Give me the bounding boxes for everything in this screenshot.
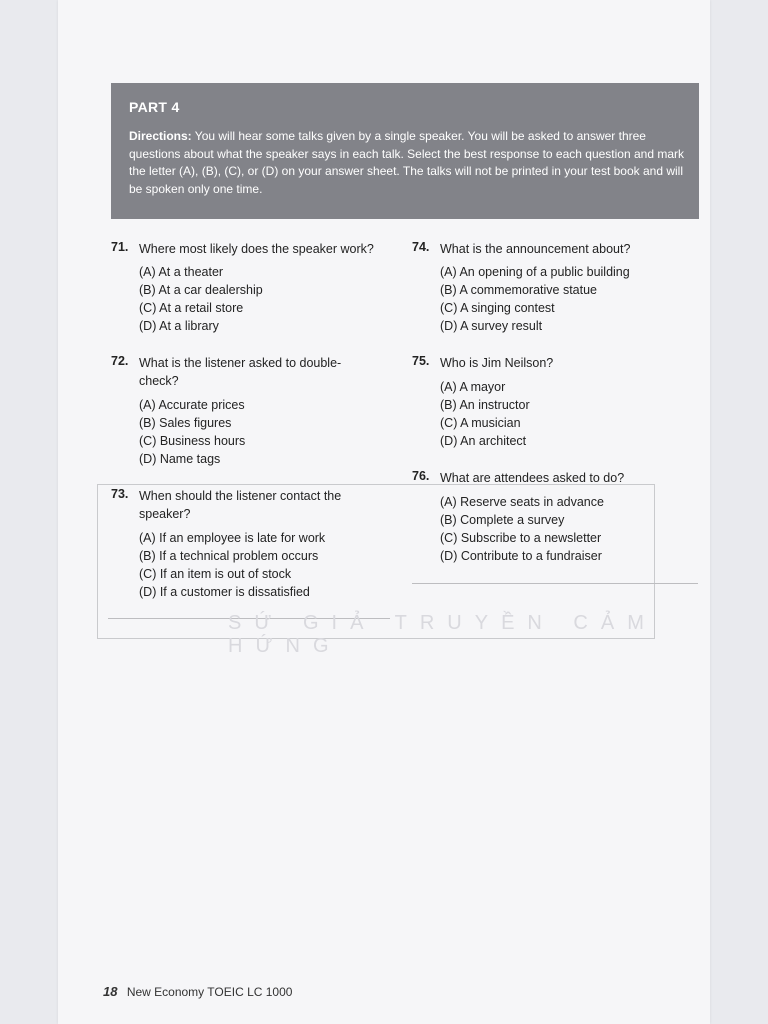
option-a[interactable]: (A) A mayor xyxy=(440,380,506,394)
question-number: 72. xyxy=(111,354,129,368)
option-a[interactable]: (A) At a theater xyxy=(139,265,224,279)
question-75 xyxy=(412,354,702,454)
watermark: SỨ GIẢ TRUYỀN CẢM HỨNG xyxy=(228,612,657,657)
option-a[interactable]: (A) Accurate prices xyxy=(139,398,245,412)
option-c[interactable]: (C) At a retail store xyxy=(139,301,244,315)
question-number: 73. xyxy=(111,487,129,501)
question-74 xyxy=(412,240,702,340)
option-c[interactable]: (C) If an item is out of stock xyxy=(139,567,292,581)
option-c[interactable]: (C) A musician xyxy=(440,416,521,430)
part-header xyxy=(111,83,699,219)
question-number: 71. xyxy=(111,240,129,254)
question-76 xyxy=(412,469,702,569)
option-c[interactable]: (C) Business hours xyxy=(139,434,246,448)
question-72 xyxy=(111,354,401,474)
page-number: 18 xyxy=(103,984,118,999)
directions xyxy=(129,128,689,198)
option-b[interactable]: (B) A commemorative statue xyxy=(440,283,598,297)
option-d[interactable]: (D) An architect xyxy=(440,434,527,448)
question-number: 74. xyxy=(412,240,430,254)
option-b[interactable]: (B) Sales figures xyxy=(139,416,232,430)
option-a[interactable]: (A) An opening of a public building xyxy=(440,265,630,279)
part-title: PART 4 xyxy=(129,99,180,115)
option-b[interactable]: (B) Complete a survey xyxy=(440,513,565,527)
question-stem: When should the listener contact the speaker? xyxy=(139,489,342,521)
option-c[interactable]: (C) Subscribe to a newsletter xyxy=(440,531,602,545)
question-stem: Who is Jim Neilson? xyxy=(440,356,554,370)
question-stem: What is the listener asked to double-check? xyxy=(139,356,342,388)
option-a[interactable]: (A) Reserve seats in advance xyxy=(440,495,604,509)
option-d[interactable]: (D) At a library xyxy=(139,319,219,333)
question-number: 75. xyxy=(412,354,430,368)
question-stem: What are attendees asked to do? xyxy=(440,471,625,485)
question-71 xyxy=(111,240,401,340)
question-stem: Where most likely does the speaker work? xyxy=(139,242,374,256)
option-d[interactable]: (D) Name tags xyxy=(139,452,221,466)
option-b[interactable]: (B) An instructor xyxy=(440,398,530,412)
directions-label: Directions: xyxy=(129,129,192,143)
option-d[interactable]: (D) Contribute to a fundraiser xyxy=(440,549,602,563)
option-d[interactable]: (D) A survey result xyxy=(440,319,543,333)
question-stem: What is the announcement about? xyxy=(440,242,631,256)
book-title: New Economy TOEIC LC 1000 xyxy=(126,985,293,999)
option-a[interactable]: (A) If an employee is late for work xyxy=(139,531,326,545)
question-73 xyxy=(111,487,401,607)
option-d[interactable]: (D) If a customer is dissatisfied xyxy=(139,585,310,599)
page-footer xyxy=(103,984,292,999)
option-b[interactable]: (B) If a technical problem occurs xyxy=(139,549,319,563)
option-c[interactable]: (C) A singing contest xyxy=(440,301,555,315)
option-b[interactable]: (B) At a car dealership xyxy=(139,283,263,297)
directions-text: You will hear some talks given by a single speaker. You will be asked to answer three questions about what the speaker says in each talk. Select the best response to each question and mark the letter (A), (B), (C), or (D) on your answer sheet. The talks will not be printed in your test book and will be spoken only one time. xyxy=(129,129,685,196)
separator-line xyxy=(412,583,698,584)
question-number: 76. xyxy=(412,469,430,483)
